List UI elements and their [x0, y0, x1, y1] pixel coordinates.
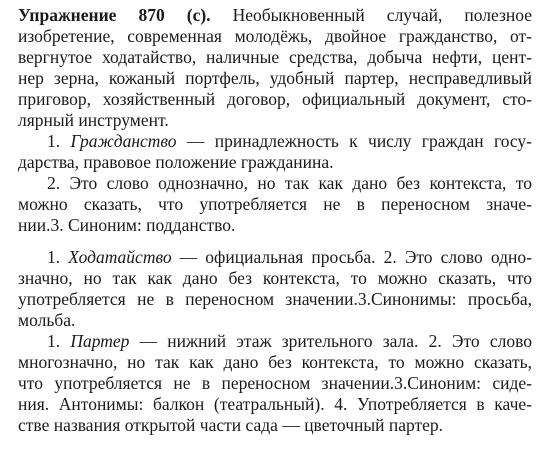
entry-2-line-4: мольба. — [18, 310, 76, 330]
entry-parter — [18, 331, 532, 436]
entry-grazhdanstvo — [18, 131, 532, 236]
entry-2-line-2: значно, но так как дано без контекста, то можно сказать, что — [18, 268, 532, 288]
intro-line-6: лярный инструмент. — [18, 110, 169, 130]
entry-1-line-5: нии.3. Синоним: подданство. — [18, 215, 236, 235]
entry-2-line-3: употребляется не в переносном значении.3.Синонимы: просьба, — [18, 289, 532, 309]
entry-3-line-4: ния. Антонимы: балкон (театральный). 4. Употребляется в каче- — [18, 394, 532, 414]
entry-number: 1. — [47, 247, 69, 267]
entry-3-line-5: стве названия открытой части сада — цветочный партер. — [18, 415, 444, 435]
entry-3-line-1: 1. Партер — нижний этаж зрительного зала. 2. Это слово — [47, 331, 532, 351]
entry-1-line-2: дарства, правовое положение гражданина. — [18, 152, 334, 172]
exercise-intro — [18, 5, 532, 131]
entry-1-line-1: 1. Гражданство — принадлежность к числу граждан госу- — [47, 131, 533, 151]
entry-number: 1. — [47, 331, 71, 351]
entry-number: 1. — [47, 131, 71, 151]
entry-hodataystvo — [18, 247, 532, 331]
entry-term: Гражданство — [70, 131, 177, 151]
intro-line-4: нер зерна, кожаный портфель, удобный партер, несправедливый — [18, 68, 532, 88]
entry-3-line-2: многозначно, но так как дано без контекста, то можно сказать, — [18, 352, 532, 372]
intro-line-3: вергнутое ходатайство, наличные средства, добыча нефти, цент- — [18, 47, 532, 67]
intro-line-1: Упражнение 870 (с). Необыкновенный случай, полезное — [18, 5, 532, 25]
entry-2-line-1: 1. Ходатайство — официальная просьба. 2. Это слово одно- — [47, 247, 532, 267]
exercise-title: Упражнение 870 (с). — [18, 5, 211, 25]
entry-1-line-4: можно сказать, что употребляется не в переносном значе- — [18, 194, 532, 214]
intro-line-2: изобретение, современная молодёжь, двойное гражданство, от- — [18, 26, 532, 46]
entry-1-line-3: 2. Это слово однозначно, но так как дано без контекста, то — [47, 173, 532, 193]
intro-line-5: приговор, хозяйственный договор, официальный документ, сто- — [18, 89, 532, 109]
entry-term: Партер — [70, 331, 130, 351]
entry-3-line-3: что употребляется не в переносном значении.3.Синоним: сиде- — [18, 373, 532, 393]
entry-term: Ходатайство — [68, 247, 172, 267]
